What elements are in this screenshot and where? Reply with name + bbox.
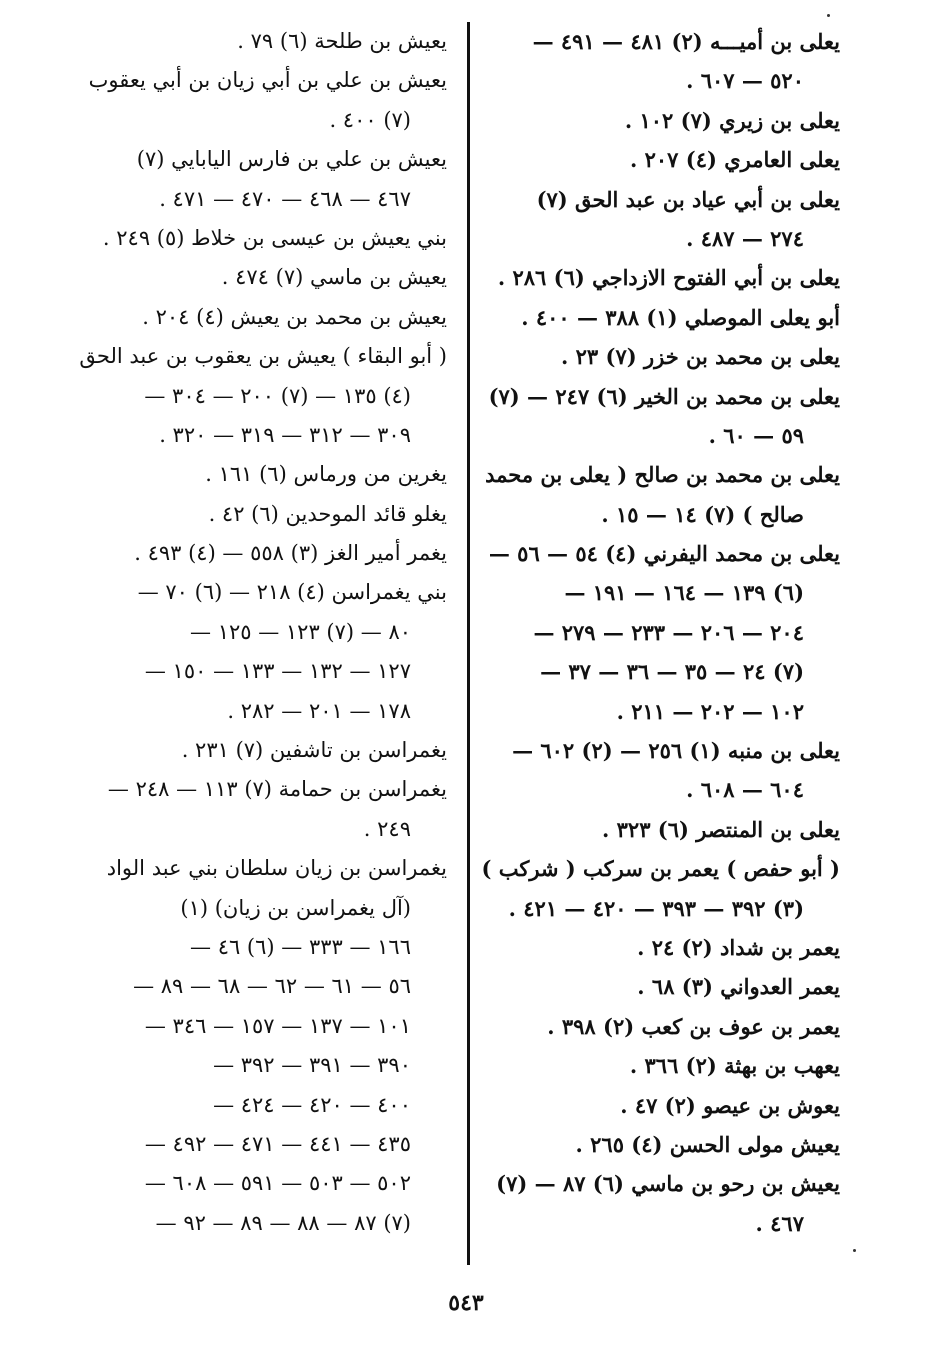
index-entry-line: يعمر بن عوف بن كعب (٢) ٣٩٨ .: [547, 1013, 840, 1039]
index-entry-line: يعلى بن محمد بن صالح ( يعلى بن محمد: [485, 462, 840, 488]
index-entry-line: يعلى بن أميـــه (٢) ٤٨١ — ٤٩١ —: [532, 29, 840, 54]
index-entry-line: (٧) ٤٠٠ .: [329, 107, 411, 132]
index-entry-line: ٤٦٧ — ٤٦٨ — ٤٧٠ — ٤٧١ .: [159, 186, 411, 211]
right-index-column: [481, 22, 840, 1243]
index-entry-line: ٣٠٩ — ٣١٢ — ٣١٩ — ٣٢٠ .: [159, 422, 411, 447]
index-entry-line: (٧) ٢٤ — ٣٥ — ٣٦ — ٣٧ —: [540, 659, 804, 685]
index-entry-line: (٣) ٣٩٢ — ٣٩٣ — ٤٢٠ — ٤٢١ .: [508, 895, 804, 921]
index-entry-line: يغمر أمير الغز (٣) ٥٥٨ — (٤) ٤٩٣ .: [134, 541, 447, 566]
index-entry-line: ٤٣٥ — ٤٤١ — ٤٧١ — ٤٩٢ —: [144, 1131, 411, 1156]
index-entry-line: يعوش بن عيصو (٢) ٤٧ .: [620, 1092, 840, 1118]
index-entry-line: يعيش بن طلحة (٦) ٧٩ .: [237, 29, 447, 53]
index-entry-line: (٤) ١٣٥ — (٧) ٢٠٠ — ٣٠٤ —: [144, 383, 411, 408]
index-entry-line: ( أبو حفص ) يعمر بن سركب ( شركب ): [481, 856, 840, 882]
index-entry-line: يغمراسن بن زيان سلطان بني عبد الواد: [106, 856, 447, 881]
index-entry-line: ٣٩٠ — ٣٩١ — ٣٩٢ —: [213, 1053, 411, 1078]
index-entry-line: يعيش بن علي بن أبي زيان بن أبي يعقوب: [88, 68, 447, 93]
index-entry-line: يعلى بن أبي عياد بن عبد الحق (٧): [536, 186, 840, 212]
index-entry-line: ٤٦٧ .: [755, 1210, 804, 1236]
print-speck: [827, 14, 830, 17]
column-divider-rule: [467, 22, 470, 1265]
index-entry-line: صالح ) (٧) ١٤ — ١٥ .: [601, 501, 804, 527]
index-entry-line: يعلى العامري (٤) ٢٠٧ .: [629, 147, 840, 173]
index-entry-line: بني يعيش بن عيسى بن خلاط (٥) ٢٤٩ .: [102, 225, 447, 250]
index-entry-line: يعيش مولى الحسن (٤) ٢٦٥ .: [575, 1131, 840, 1157]
index-entry-line: ١٦٦ — ٣٣٣ — (٦) ٤٦ —: [190, 934, 411, 959]
index-entry-line: يعمر بن شداد (٢) ٢٤ .: [637, 934, 840, 960]
index-entry-line: (٦) ١٣٩ — ١٦٤ — ١٩١ —: [564, 580, 804, 606]
index-entry-line: ٥٠٢ — ٥٠٣ — ٥٩١ — ٦٠٨ —: [144, 1171, 411, 1196]
index-entry-line: يغرين من ورماس (٦) ١٦١ .: [205, 462, 447, 487]
index-entry-line: يعلى بن محمد بن خزر (٧) ٢٣ .: [561, 344, 840, 370]
index-entry-line: يعلى بن أبي الفتوح الازداجي (٦) ٢٨٦ .: [497, 265, 840, 291]
index-entry-line: يعلى بن محمد اليفرني (٤) ٥٤ — ٥٦ —: [488, 541, 840, 567]
index-entry-line: ١٧٨ — ٢٠١ — ٢٨٢ .: [227, 698, 411, 723]
index-entry-line: (٧) ٨٧ — ٨٨ — ٨٩ — ٩٢ —: [155, 1210, 411, 1235]
index-entry-line: يغمراسن بن تاشفين (٧) ٢٣١ .: [181, 738, 447, 763]
index-entry-line: يعهب بن بهثة (٢) ٣٦٦ .: [629, 1053, 840, 1079]
index-entry-line: أبو يعلى الموصلي (١) ٣٨٨ — ٤٠٠ .: [521, 304, 840, 330]
index-entry-line: بني يغمراسن (٤) ٢١٨ — (٦) ٧٠ —: [137, 580, 447, 605]
index-entry-line: يعلى بن زيري (٧) ١٠٢ .: [624, 107, 840, 133]
page-number: ٥٤٣: [448, 1290, 484, 1316]
index-entry-line: يغمراسن بن حمامة (٧) ١١٣ — ٢٤٨ —: [107, 777, 447, 802]
index-entry-line: ٨٠ — (٧) ١٢٣ — ١٢٥ —: [190, 619, 411, 644]
index-entry-line: ٥٦ — ٦١ — ٦٢ — ٦٨ — ٨٩ —: [133, 974, 411, 999]
index-entry-line: ٤٠٠ — ٤٢٠ — ٤٢٤ —: [213, 1092, 411, 1117]
index-entry-line: (آل يغمراسن بن زيان) (١): [180, 895, 411, 920]
index-entry-line: يعيش بن رحو بن ماسي (٦) ٨٧ — (٧): [496, 1171, 840, 1197]
index-entry-line: ٢٤٩ .: [363, 816, 411, 841]
index-entry-line: يعيش بن محمد بن يعيش (٤) ٢٠٤ .: [142, 304, 447, 329]
index-entry-line: ١٢٧ — ١٣٢ — ١٣٣ — ١٥٠ —: [144, 659, 411, 684]
index-entry-line: يعمر العدواني (٣) ٦٨ .: [637, 974, 840, 1000]
index-entry-line: يعيش بن علي بن فارس اليابايي (٧): [136, 147, 447, 172]
index-entry-line: يعلى بن منبه (١) ٢٥٦ — (٢) ٦٠٢ —: [512, 738, 840, 764]
index-entry-line: ١٠١ — ١٣٧ — ١٥٧ — ٣٤٦ —: [144, 1013, 411, 1038]
index-entry-line: يغلو قائد الموحدين (٦) ٤٢ .: [208, 501, 447, 526]
index-entry-line: يعلى بن محمد بن الخير (٦) ٢٤٧ — (٧): [488, 383, 840, 409]
left-index-column: [79, 22, 447, 1243]
index-entry-line: ٢٧٤ — ٤٨٧ .: [686, 225, 804, 251]
index-entry-line: يعلى بن المنتصر (٦) ٣٢٣ .: [602, 816, 840, 842]
index-entry-line: ( أبو البقاء ) يعيش بن يعقوب بن عبد الحق: [79, 344, 447, 369]
index-entry-line: ٢٠٤ — ٢٠٦ — ٢٣٣ — ٢٧٩ —: [533, 619, 804, 645]
index-entry-line: ١٠٢ — ٢٠٢ — ٢١١ .: [616, 698, 804, 724]
index-entry-line: ٥٢٠ — ٦٠٧ .: [686, 68, 804, 94]
print-speck: [853, 1249, 856, 1252]
index-entry-line: يعيش بن ماسي (٧) ٤٧٤ .: [221, 265, 447, 290]
index-entry-line: ٦٠٤ — ٦٠٨ .: [686, 777, 804, 803]
index-entry-line: ٥٩ — ٦٠ .: [708, 422, 804, 448]
